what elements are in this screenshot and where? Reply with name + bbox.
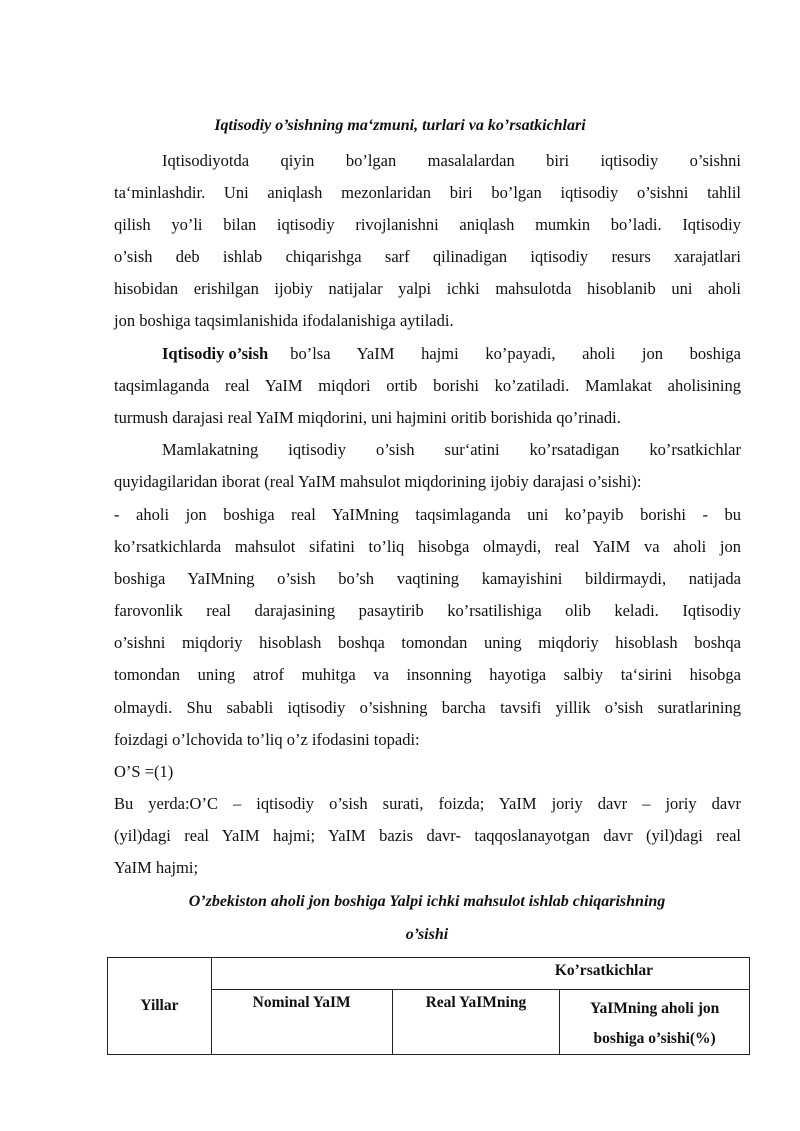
header-indicators: Ko’rsatkichlar <box>211 958 749 990</box>
header-growth-line: YaIMning aholi jon <box>590 1000 720 1017</box>
paragraph-line: Bu yerda:O’C – iqtisodiy o’sish surati, foizda; YaIM joriy davr – joriy davr <box>114 794 741 813</box>
paragraph-line: qilish yo’li bilan iqtisodiy rivojlanishni aniqlash mumkin bo’ladi. Iqtisodiy <box>114 215 741 234</box>
header-years: Yillar <box>108 958 212 1055</box>
paragraph-line: ta‘minlashdir. Uni aniqlash mezonlaridan biri bo’lgan iqtisodiy o’sishni tahlil <box>114 183 741 202</box>
paragraph-line: ko’rsatkichlarda mahsulot sifatini to’liq hisobga olmaydi, real YaIM va aholi jon <box>114 537 741 556</box>
paragraph-line: (yil)dagi real YaIM hajmi; YaIM bazis davr- taqqoslanayotgan davr (yil)dagi real <box>114 826 741 845</box>
paragraph-line: boshiga YaIMning o’sish bo’sh vaqtining kamayishini bildirmaydi, natijada <box>114 569 741 588</box>
paragraph-line: Mamlakatning iqtisodiy o’sish sur‘atini ko’rsatadigan ko’rsatkichlar <box>162 440 741 459</box>
paragraph-line: farovonlik real darajasining pasaytirib ko’rsatilishiga olib keladi. Iqtisodiy <box>114 601 741 620</box>
table-caption: O’zbekiston aholi jon boshiga Yalpi ichki mahsulot ishlab chiqarishning <box>188 893 666 910</box>
paragraph-line: foizdagi o’lchovida to’liq o’z ifodasini topadi: <box>114 730 420 749</box>
header-real-gdp: Real YaIMning <box>392 990 560 1055</box>
paragraph-line-rest: bo’lsa YaIM hajmi ko’payadi, aholi jon boshiga <box>290 344 741 363</box>
section-title: Iqtisodiy o’sishning ma‘zmuni, turlari va ko’rsatkichlari <box>214 117 586 134</box>
paragraph-line: - aholi jon boshiga real YaIMning taqsimlaganda uni ko’payib borishi - bu <box>114 505 741 524</box>
paragraph-line: jon boshiga taqsimlanishida ifodalanishiga aytiladi. <box>114 311 454 330</box>
header-gdp-per-capita-growth <box>560 990 750 1055</box>
paragraph-line: tomondan uning atrof muhitga va insonning hayotiga salbiy ta‘sirini hisobga <box>114 665 741 684</box>
header-growth-line: boshiga o’sishi(%) <box>593 1030 716 1047</box>
paragraph-line: o’sishni miqdoriy hisoblash boshqa tomondan uning miqdoriy hisoblash boshqa <box>114 633 741 652</box>
paragraph-line: Iqtisodiyotda qiyin bo’lgan masalalardan biri iqtisodiy o’sishni <box>162 151 741 170</box>
paragraph-line: olmaydi. Shu sababli iqtisodiy o’sishning barcha tavsifi yillik o’sish suratlarining <box>114 698 741 717</box>
header-nominal-gdp: Nominal YaIM <box>211 990 392 1055</box>
paragraph-line: taqsimlaganda real YaIM miqdori ortib borishi ko’zatiladi. Mamlakat aholisining <box>114 376 741 395</box>
paragraph-line-with-term <box>162 344 741 364</box>
paragraph-line: YaIM hajmi; <box>114 858 199 877</box>
paragraph-line: hisobidan erishilgan ijobiy natijalar yalpi ichki mahsulotda hisoblanib uni aholi <box>114 279 741 298</box>
formula-line: O’S =(1) <box>114 762 174 781</box>
bold-term: Iqtisodiy o’sish <box>162 344 269 363</box>
paragraph-line: o’sish deb ishlab chiqarishga sarf qilinadigan iqtisodiy resurs xarajatlari <box>114 247 741 266</box>
paragraph-line: turmush darajasi real YaIM miqdorini, uni hajmini oritib borishida qo’rinadi. <box>114 408 621 427</box>
data-table <box>107 957 750 1055</box>
paragraph-line: quyidagilaridan iborat (real YaIM mahsulot miqdorining ijobiy darajasi o’sishi): <box>114 472 642 491</box>
table-caption-continued: o’sishi <box>405 926 449 943</box>
